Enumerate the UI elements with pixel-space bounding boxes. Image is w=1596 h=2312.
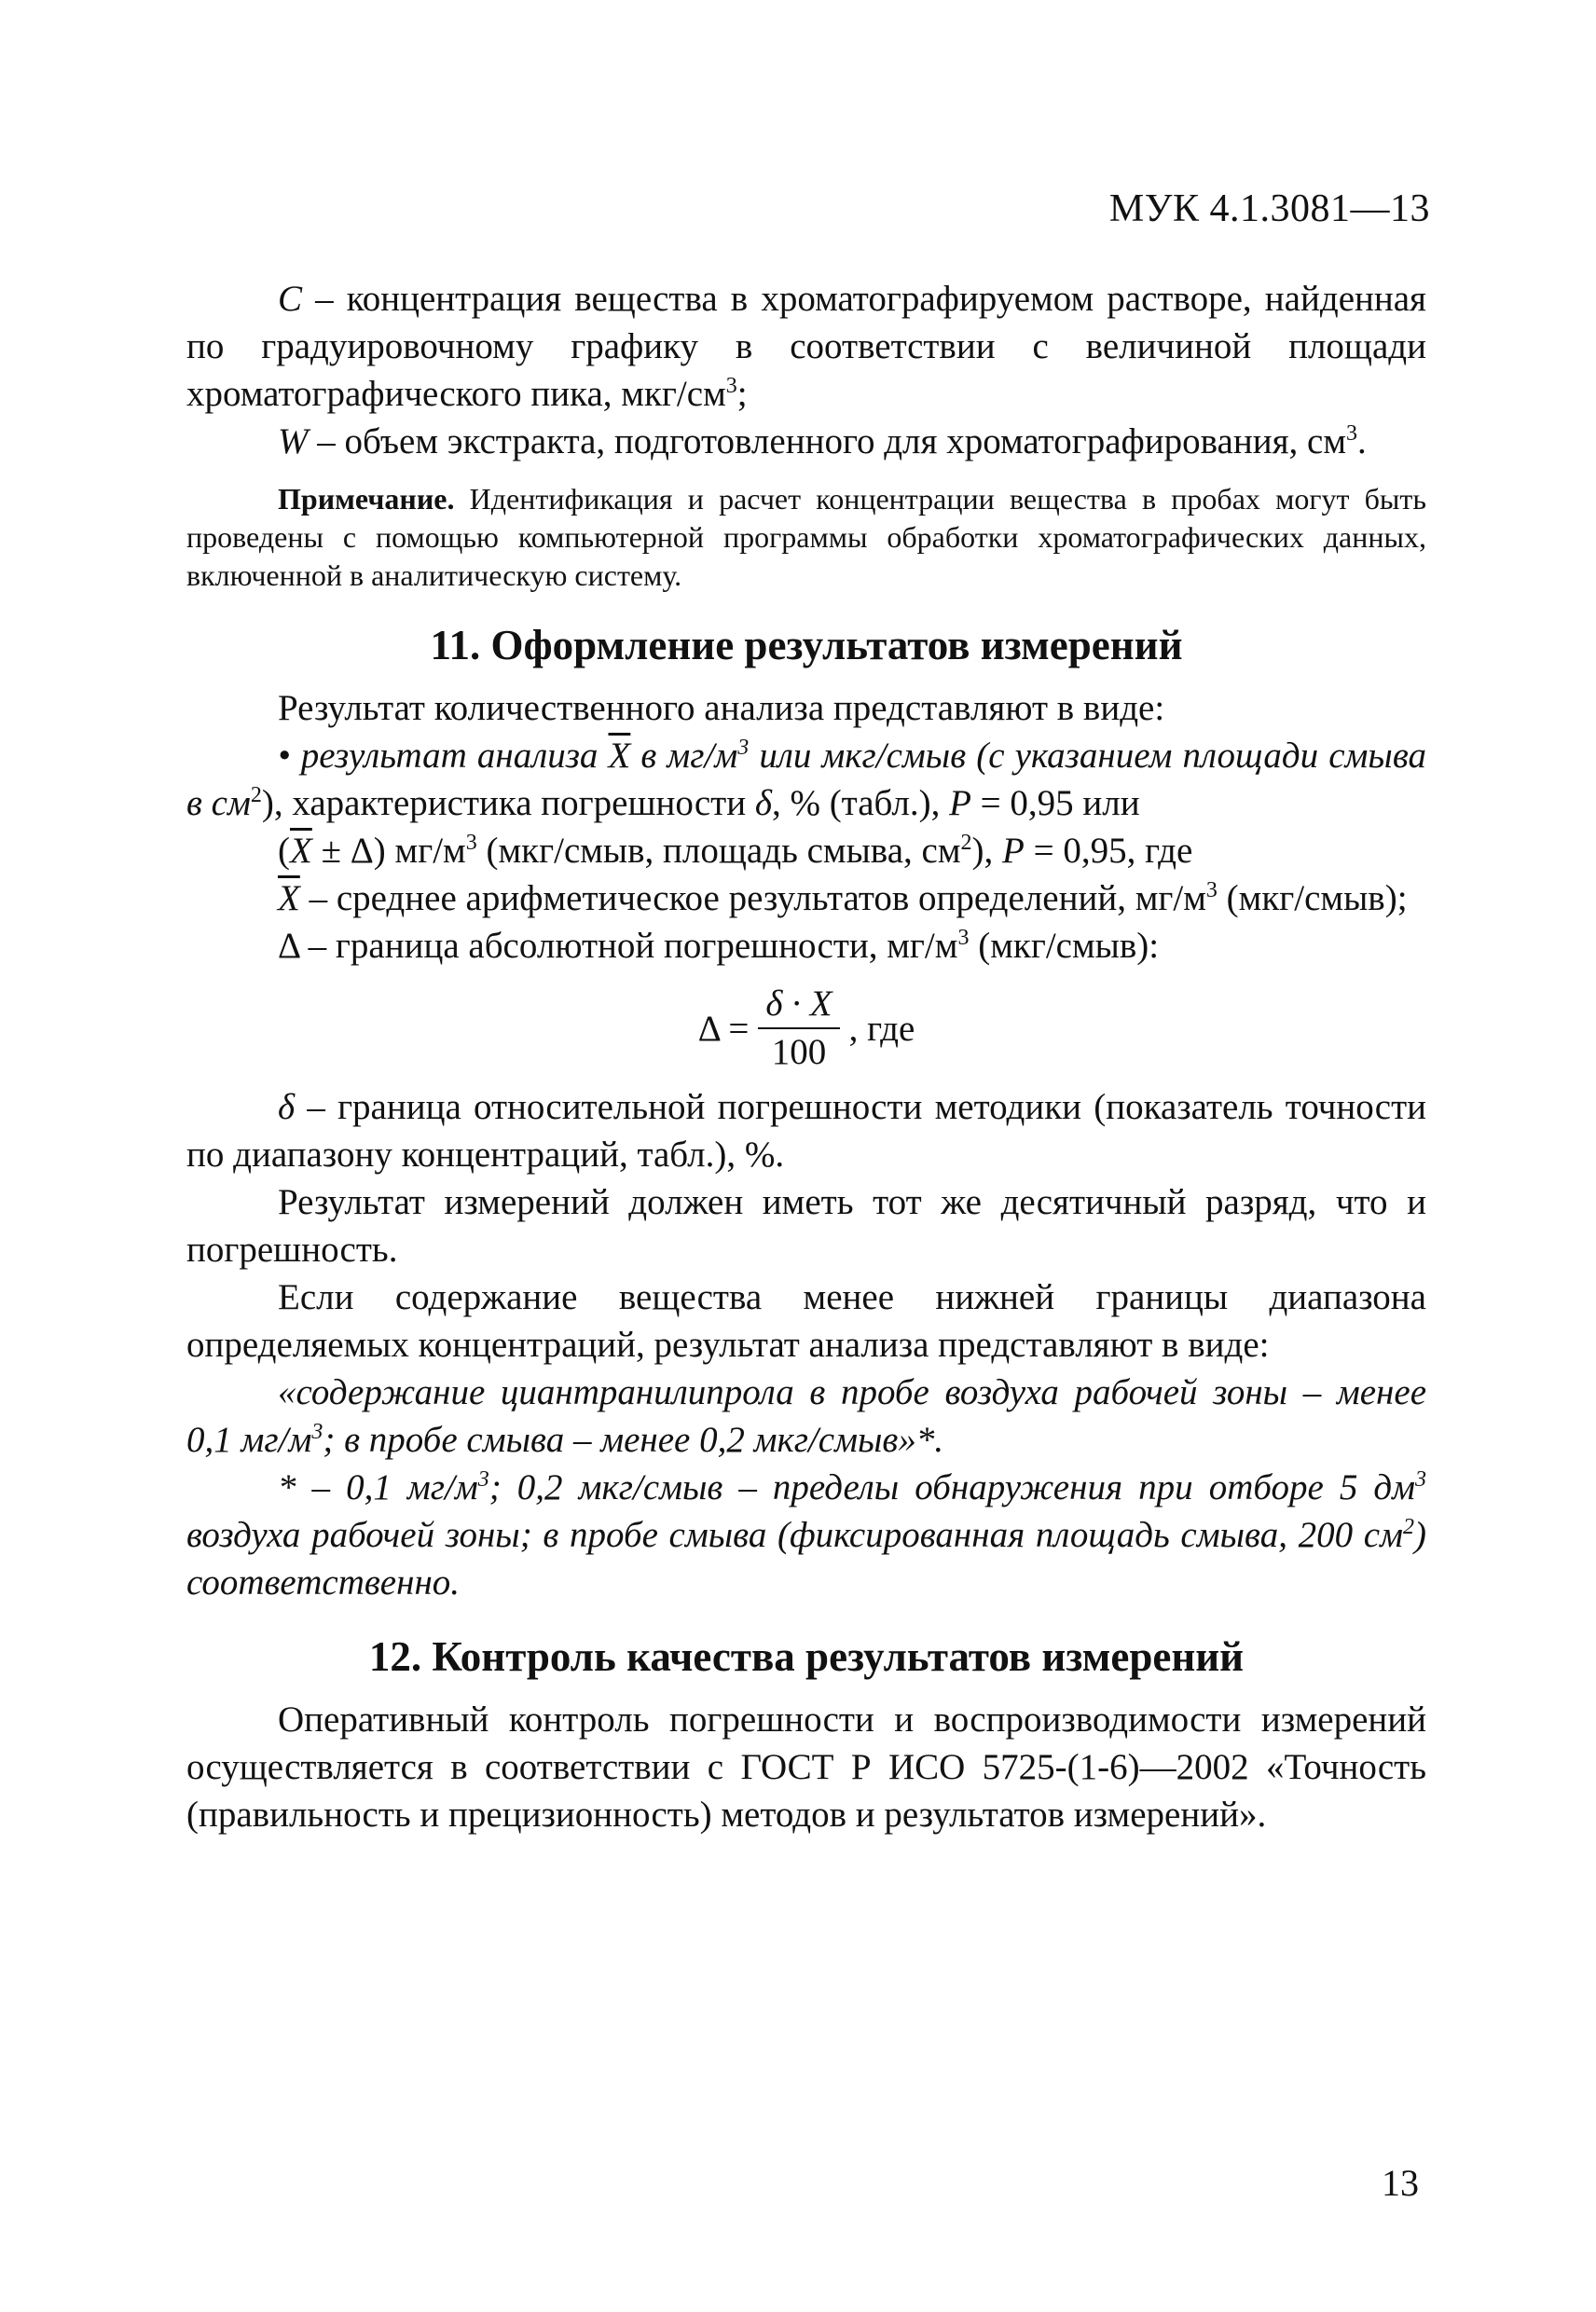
- bullet-text: ), характеристика погрешности: [261, 783, 755, 823]
- delta-symbol: δ: [278, 1087, 296, 1127]
- bullet-text: или мкг/смыв (с указанием площади смыва в см: [186, 736, 1426, 823]
- superscript: 2: [960, 831, 972, 855]
- relative-error-definition: [186, 1083, 1426, 1178]
- bullet-text: , % (табл.),: [771, 783, 950, 823]
- interval-text: (мкг/смыв, площадь смыва, см: [476, 831, 961, 871]
- formula-lhs: Δ =: [697, 1008, 750, 1049]
- relative-error-text: – граница относительной погрешности методики (показатель точности по диапазону концентраций, табл.), %.: [186, 1087, 1426, 1175]
- footnote-text: ; 0,2 мкг/смыв – пределы обнаружения при отборе 5 дм: [488, 1467, 1415, 1507]
- note: [186, 480, 1426, 595]
- rounding-rule: Результат измерений должен иметь тот же десятичный разряд, что и погрешность.: [186, 1182, 1426, 1270]
- interval-text: (: [278, 831, 290, 871]
- footnote-text: воздуха рабочей зоны; в пробе смыва (фиксированная площадь смыва, 200 см: [186, 1515, 1403, 1555]
- below-range-quote: [186, 1369, 1426, 1464]
- superscript: 3: [1346, 421, 1358, 446]
- superscript: 2: [250, 783, 262, 807]
- footnote-text: ) соответственно.: [186, 1515, 1426, 1603]
- xbar-definition-text: (мкг/смыв);: [1217, 878, 1408, 918]
- superscript: 3: [1205, 878, 1218, 902]
- superscript: 3: [1415, 1467, 1426, 1492]
- section-11-title: 11. Оформление результатов измерений: [430, 622, 1183, 668]
- symbol-c: C: [278, 279, 303, 319]
- superscript: 3: [311, 1420, 323, 1444]
- superscript: 2: [1403, 1515, 1414, 1539]
- superscript: 3: [725, 374, 737, 398]
- xbar-definition-text: – среднее арифметическое результатов определений, мг/м: [299, 878, 1206, 918]
- formula-numerator: δ · X: [758, 983, 839, 1029]
- note-text: Идентификация и расчет концентрации вещества в пробах могут быть проведены с помощью компьютерной программы обработки хроматографических данных, включенной в аналитическую систему.: [186, 482, 1426, 592]
- section-11-intro: Результат количественного анализа представляют в виде:: [278, 688, 1165, 728]
- interval-text: ),: [971, 831, 1002, 871]
- delta-definition-text: (мкг/смыв):: [969, 926, 1160, 966]
- note-label: Примечание.: [278, 482, 455, 516]
- definition-c-text: – концентрация вещества в хроматографируемом растворе, найденная по градуировочному графику в соответствии с величиной площади хроматографического пика, мкг/см: [186, 279, 1426, 414]
- definition-w: [186, 418, 1426, 465]
- superscript: 3: [465, 831, 477, 855]
- delta-definition-text: Δ – граница абсолютной погрешности, мг/м: [278, 926, 958, 966]
- interval-text: = 0,95, где: [1024, 831, 1193, 871]
- delta-symbol: δ: [754, 783, 772, 823]
- quote-text: «содержание циантранилипрола в пробе воздуха рабочей зоны – менее 0,1 мг/м: [186, 1372, 1426, 1460]
- superscript: 3: [477, 1467, 489, 1492]
- xbar-symbol: $\overline{X}$: [278, 878, 300, 918]
- xbar-definition: [186, 874, 1426, 922]
- p-symbol: P: [1002, 831, 1025, 871]
- section-12-text: Оперативный контроль погрешности и воспроизводимости измерений осуществляется в соответствии с ГОСТ Р ИСО 5725-(1-6)—2002 «Точность (правильность и прецизионность) методов и результатов измерений».: [186, 1700, 1426, 1835]
- page-content: [186, 275, 1426, 1838]
- below-range-rule: Если содержание вещества менее нижней границы диапазона определяемых концентраций, результат анализа представляют в виде:: [186, 1277, 1426, 1365]
- punctuation: .: [1357, 421, 1367, 461]
- superscript: 3: [957, 926, 970, 950]
- delta-definition: [186, 922, 1426, 970]
- footnote: [186, 1464, 1426, 1606]
- punctuation: ;: [736, 374, 748, 414]
- definition-c: [186, 275, 1426, 418]
- result-bullet: [186, 732, 1426, 827]
- result-interval: [186, 827, 1426, 874]
- absolute-error-formula: [186, 983, 1426, 1074]
- superscript: 3: [737, 736, 750, 760]
- formula-tail: , где: [848, 1008, 915, 1049]
- formula-fraction: [758, 983, 839, 1074]
- xbar-symbol: $\overline{X}$: [290, 831, 312, 871]
- page-number: 13: [1382, 2162, 1419, 2204]
- footnote-text: * – 0,1 мг/м: [278, 1467, 478, 1507]
- definition-w-text: – объем экстракта, подготовленного для хроматографирования, см: [308, 421, 1347, 461]
- document-code: МУК 4.1.3081—13: [1108, 187, 1430, 230]
- xbar-symbol: $\overline{X}$: [608, 736, 631, 776]
- bullet-text: = 0,95 или: [970, 783, 1140, 823]
- bullet-text: в мг/м: [630, 736, 738, 776]
- bullet-text: • результат анализа: [278, 736, 609, 776]
- p-symbol: P: [949, 783, 971, 823]
- formula-denominator: 100: [771, 1032, 827, 1072]
- quote-text: ; в пробе смыва – менее 0,2 мкг/смыв»*.: [323, 1420, 944, 1460]
- interval-text: ± Δ) мг/м: [311, 831, 466, 871]
- section-12-title: 12. Контроль качества результатов измерений: [368, 1633, 1245, 1680]
- symbol-w: W: [278, 421, 309, 461]
